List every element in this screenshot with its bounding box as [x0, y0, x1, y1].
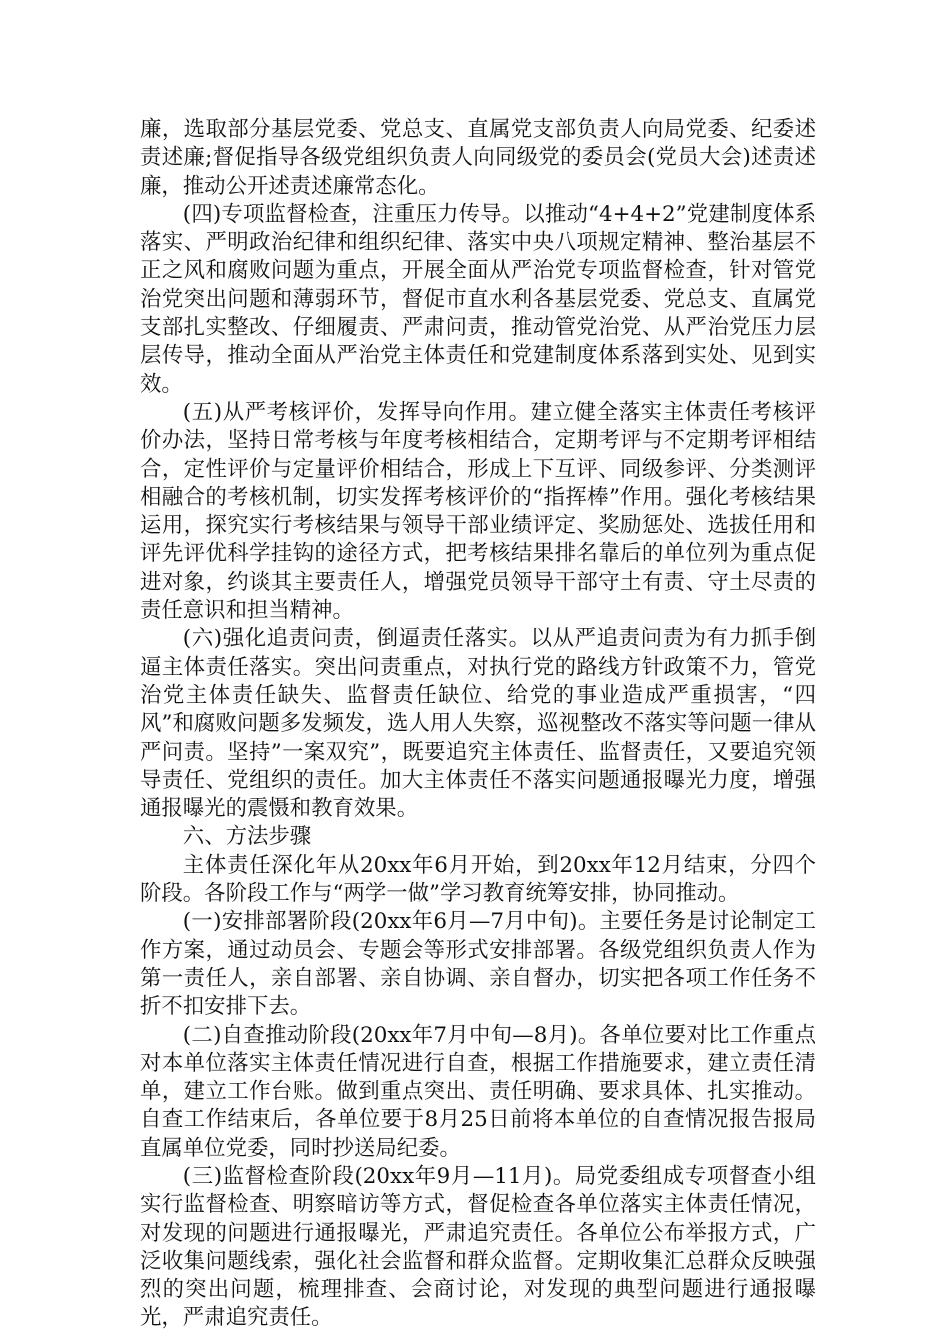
- paragraph-special-supervision: (四)专项监督检查，注重压力传导。以推动“4+4+2”党建制度体系落实、严明政治纪律和组织纪律、落实中央八项规定精神、整治基层不正之风和腐败问题为重点，开展全面从严治党专项监督检查，针对管党治党突出问题和薄弱环节，督促市直水利各基层党委、党总支、直属党支部扎实整改、仔细履责、严肃问责，推动管党治党、从严治党压力层层传导，推动全面从严治党主体责任和党建制度体系落到实处、见到实效。: [140, 201, 816, 397]
- section-heading-methods-steps: 六、方法步骤: [182, 824, 312, 850]
- paragraph-strict-assessment: (五)从严考核评价，发挥导向作用。建立健全落实主体责任考核评价办法，坚持日常考核与年度考核相结合，定期考评与不定期考评相结合，定性评价与定量评价相结合，形成上下互评、同级参评、分类测评相融合的考核机制，切实发挥考核评价的“指挥棒”作用。强化考核结果运用，探究实行考核结果与领导干部业绩评定、奖励惩处、选拔任用和评先评优科学挂钩的途径方式，把考核结果排名靠后的单位列为重点促进对象，约谈其主要责任人，增强党员领导干部守土有责、守土尽责的责任意识和担当精神。: [140, 399, 816, 624]
- document-page: [140, 116, 816, 1333]
- paragraph-timeline-overview: 主体责任深化年从20xx年6月开始，到20xx年12月结束，分四个阶段。各阶段工作与“两学一做”学习教育统筹安排，协同推动。: [140, 852, 816, 907]
- paragraph-accountability-enforcement: (六)强化追责问责，倒逼责任落实。以从严追责问责为有力抓手倒逼主体责任落实。突出问责重点，对执行党的路线方针政策不力，管党治党主体责任缺失、监督责任缺位、给党的事业造成严重损害，“四风”和腐败问题多发频发，选人用人失察，巡视整改不落实等问题一律从严问责。坚持”一案双究”，既要追究主体责任、监督责任，又要追究领导责任、党组织的责任。加大主体责任不落实问题通报曝光力度，增强通报曝光的震慑和教育效果。: [140, 626, 816, 822]
- paragraph-accountability-reporting: 廉，选取部分基层党委、党总支、直属党支部负责人向局党委、纪委述责述廉;督促指导各级党组织负责人向同级党的委员会(党员大会)述责述廉，推动公开述责述廉常态化。: [140, 117, 816, 199]
- paragraph-stage-deployment: (一)安排部署阶段(20xx年6月—7月中旬)。主要任务是讨论制定工作方案，通过动员会、专题会等形式安排部署。各级党组织负责人作为第一责任人，亲自部署、亲自协调、亲自督办，切实把各项工作任务不折不扣安排下去。: [140, 909, 816, 1020]
- paragraph-stage-supervision: (三)监督检查阶段(20xx年9月—11月)。局党委组成专项督查小组实行监督检查、明察暗访等方式，督促检查各单位落实主体责任情况，对发现的问题进行通报曝光，严肃追究责任。各单位公布举报方式，广泛收集问题线索，强化社会监督和群众监督。定期收集汇总群众反映强烈的突出问题，梳理排查、会商讨论，对发现的典型问题进行通报曝光，严肃追究责任。: [140, 1163, 816, 1331]
- paragraph-stage-self-inspection: (二)自查推动阶段(20xx年7月中旬—8月)。各单位要对比工作重点对本单位落实主体责任情况进行自查，根据工作措施要求，建立责任清单，建立工作台账。做到重点突出、责任明确、要求具体、扎实推动。自查工作结束后，各单位要于8月25日前将本单位的自查情况报告报局直属单位党委，同时抄送局纪委。: [140, 1022, 816, 1161]
